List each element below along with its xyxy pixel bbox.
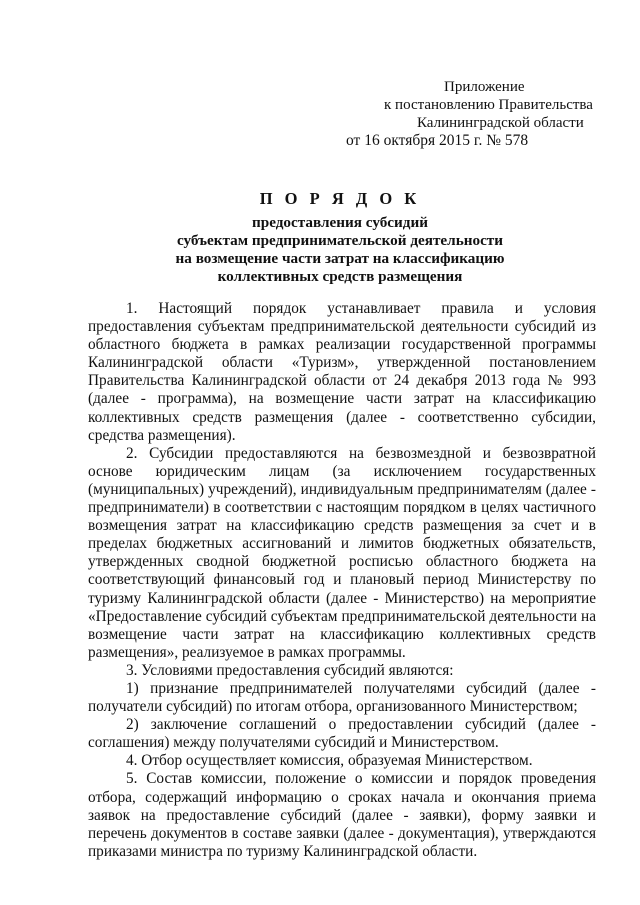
heading-line-1: предоставления субсидий [252,214,428,231]
paragraph-3-item-1: 1) признание предпринимателей получателями субсидий (далее - получатели субсидий) по итогам отбора, организованного Министерством; [88,679,596,716]
paragraph-3-item-2: 2) заключение соглашений о предоставлении субсидий (далее - соглашения) между получателями субсидий и Министерством. [88,716,596,752]
heading-line-4: коллективных средств размещения [217,268,463,285]
heading-line-2: субъектам предпринимательской деятельности [176,232,504,249]
paragraph-1: 1. Настоящий порядок устанавливает правила и условия предоставления субъектам предпринимательской деятельности субсидий из областного бюджета в рамках реализации государственной программы Калининградской области «Туризм», утвержденной постановлением Правительства Калининградской области от 24 декабря 2013 года № 993 (далее - программа), на возмещение части затрат на классификацию коллективных средств размещения (далее - соответственно субсидии, средства размещения). [88,300,596,444]
paragraph-3: 3. Условиями предоставления субсидий являются: [126,661,454,679]
appendix-line-3: Калининградской области [417,115,584,131]
document-title: П О Р Я Д О К [259,189,421,208]
appendix-line-1: Приложение [444,79,525,95]
appendix-line-2: к постановлению Правительства [384,97,593,113]
paragraph-2: 2. Субсидии предоставляются на безвозмездной и безвозвратной основе юридическим лицам (за исключением государственных (муниципальных) учреждений), индивидуальным предпринимателям (далее - предприниматели) в соответствии с настоящим порядком в целях частичного возмещения затрат на классификацию средств размещения за счет и в пределах бюджетных ассигнований и лимитов бюджетных обязательств, утвержденных сводной бюджетной росписью областного бюджета на соответствующий финансовый год и плановый период Министерству по туризму Калининградской области (далее - Министерство) на мероприятие «Предоставление субсидий субъектам предпринимательской деятельности на возмещение части затрат на классификацию коллективных средств размещения», реализуемое в рамках программы. [88,444,596,661]
paragraph-4: 4. Отбор осуществляет комиссия, образуемая Министерством. [126,752,533,770]
heading-line-3: на возмещение части затрат на классификацию [175,250,505,267]
document-body [88,300,596,861]
paragraph-5: 5. Состав комиссии, положение о комиссии и порядок проведения отбора, содержащий информацию о сроках начала и окончания приема заявок на предоставление субсидий (далее - заявки), форму заявки и перечень документов в составе заявки (далее - документация), утверждаются приказами министра по туризму Калининградской области. [88,770,596,860]
document-heading [90,190,590,286]
appendix-line-4: от 16 октября 2015 г. № 578 [346,132,529,149]
appendix-block [346,78,626,150]
